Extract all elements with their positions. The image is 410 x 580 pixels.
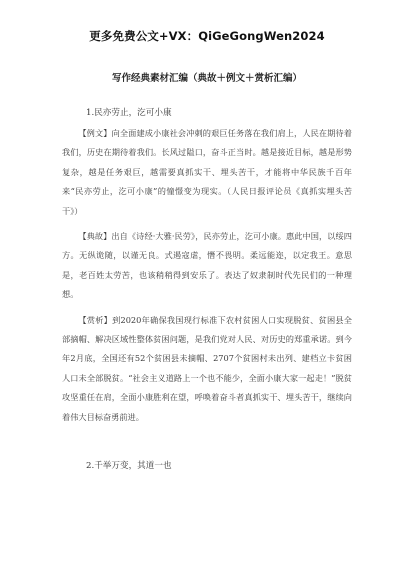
allusion-paragraph — [62, 227, 352, 305]
example-paragraph — [62, 124, 352, 221]
analysis-paragraph — [62, 311, 352, 427]
section-heading-2: 2.千举万变，其道一也 — [86, 461, 172, 472]
analysis-text: 到2020年确保我国现行标准下农村贫困人口实现脱贫、贫困县全部摘帽、解决区域性整体贫困问题，是我们党对人民、对历史的郑重承诺。到今年2月底，全国还有52个贫困县未摘帽、2707个贫困村未出列、建档立卡贫困人口未全部脱贫。“社会主义道路上一个也不能少，全面小康大家一起走！”脱贫攻坚重任在肩，全面小康胜利在望，呼唤着奋斗者真抓实干、埋头苦干，继续向着伟大目标奋勇前进。 — [62, 314, 352, 422]
allusion-text: 出自《诗经·大雅·民劳》，民亦劳止，汔可小康。惠此中国，以绥四方。无纵诡随，以谨无良。式遏寇虐，憯不畏明。柔远能迩，以定我王。意思是，老百姓太劳苦，也该稍稍得到安乐了。表达了奴隶制时代先民们的一种理想。 — [62, 231, 352, 300]
analysis-tag: 【赏析】 — [78, 314, 113, 325]
example-tag: 【例文】 — [78, 128, 112, 138]
section-heading-1: 1.民亦劳止，汔可小康 — [86, 108, 172, 118]
example-text: 向全面建成小康社会冲刺的艰巨任务落在我们肩上，人民在期待着我们，历史在期待着我们。长风过隘口，奋斗正当时。越是接近目标，越是形势复杂，越是任务艰巨，越需要真抓实干、埋头苦干，才能将中华民族千百年来“民亦劳止，汔可小康”的憧憬变为现实。（人民日报评论员《真抓实埋头苦干》） — [62, 128, 352, 216]
page-header: 更多免费公文+VX：QiGeGongWen2024 — [89, 29, 325, 43]
document-title: 写作经典素材汇编（典故＋例文＋赏析汇编） — [111, 73, 302, 84]
allusion-tag: 【典故】 — [78, 231, 112, 242]
